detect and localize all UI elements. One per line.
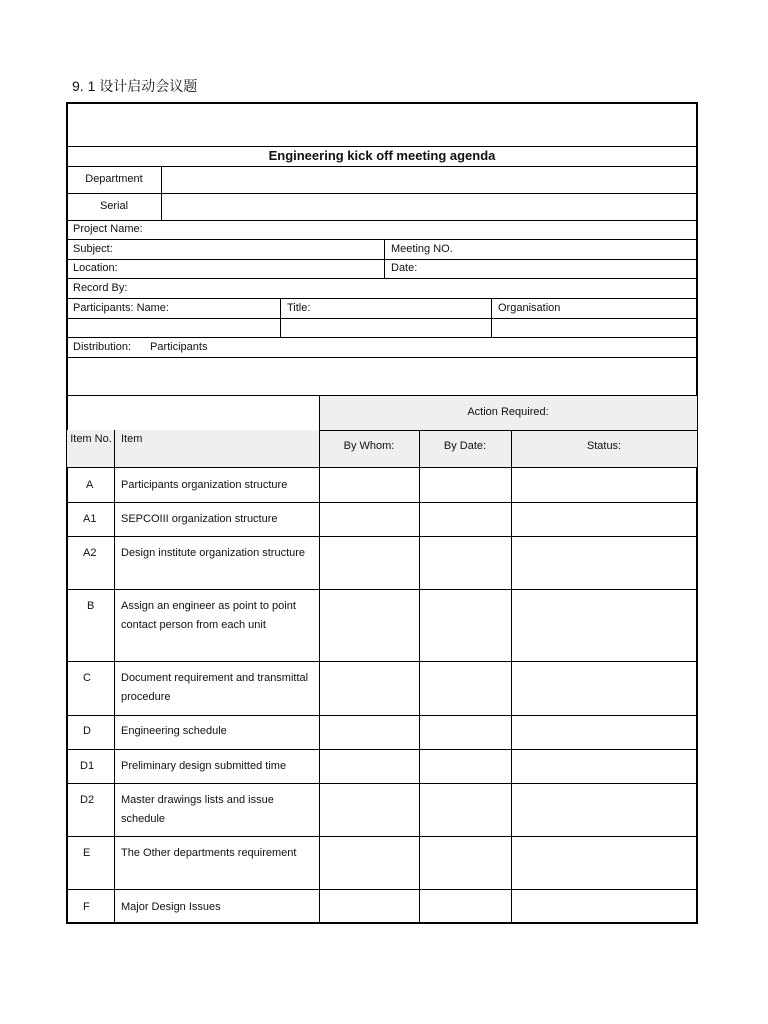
agenda-row-item: Preliminary design submitted time xyxy=(121,760,287,772)
divider xyxy=(67,715,697,716)
divider xyxy=(67,536,697,537)
record-by-label: Record By: xyxy=(73,282,128,294)
agenda-row-no: D xyxy=(83,725,91,737)
agenda-row-item: Assign an engineer as point to point contact person from each unit xyxy=(121,600,296,631)
divider xyxy=(491,298,492,337)
column-header-status: Status: xyxy=(586,440,622,452)
agenda-row-item: Document requirement and transmittal procedure xyxy=(121,672,309,703)
divider xyxy=(67,278,697,279)
agenda-row-no: C xyxy=(83,672,91,684)
divider xyxy=(67,318,697,319)
distribution-value: Participants xyxy=(150,341,208,353)
distribution-label: Distribution: xyxy=(73,341,132,353)
section-heading: 9. 1 设计启动会议题 xyxy=(72,78,198,94)
divider xyxy=(67,749,697,750)
column-header-item: Item xyxy=(121,433,143,445)
divider xyxy=(384,239,385,278)
department-label: Department xyxy=(85,173,143,185)
agenda-row-item: The Other departments requirement xyxy=(121,847,297,859)
project-name-label: Project Name: xyxy=(73,223,143,235)
column-header-by-whom: By Whom: xyxy=(343,440,395,452)
agenda-row-item: Master drawings lists and issue schedule xyxy=(121,794,274,825)
column-header-item-no: Item No. xyxy=(70,433,112,445)
divider xyxy=(67,239,697,240)
divider xyxy=(280,298,281,337)
participants-organisation-label: Organisation xyxy=(498,302,561,314)
divider xyxy=(319,430,697,431)
divider xyxy=(319,395,320,924)
agenda-row-no: A1 xyxy=(83,513,97,525)
divider xyxy=(67,836,697,837)
column-header-by-date: By Date: xyxy=(443,440,487,452)
divider xyxy=(67,395,697,396)
agenda-row-no: D2 xyxy=(80,794,95,806)
agenda-row-no: D1 xyxy=(80,760,95,772)
divider xyxy=(67,889,697,890)
subject-label: Subject: xyxy=(73,243,113,255)
date-label: Date: xyxy=(391,262,418,274)
agenda-row-no: A2 xyxy=(83,547,97,559)
divider xyxy=(67,357,697,358)
agenda-row-no: B xyxy=(87,600,95,612)
divider xyxy=(67,220,697,221)
form-title: Engineering kick off meeting agenda xyxy=(268,148,496,163)
divider xyxy=(114,430,115,924)
divider xyxy=(67,467,697,468)
divider xyxy=(511,430,512,924)
agenda-row-item: SEPCOIII organization structure xyxy=(121,513,278,525)
divider xyxy=(67,661,697,662)
agenda-row-no: A xyxy=(86,479,94,491)
participants-title-label: Title: xyxy=(287,302,311,314)
serial-label: Serial xyxy=(99,200,129,212)
divider xyxy=(161,166,162,220)
action-required-label: Action Required: xyxy=(467,406,549,418)
divider xyxy=(67,589,697,590)
divider xyxy=(67,783,697,784)
agenda-row-item: Design institute organization structure xyxy=(121,547,306,559)
agenda-row-item: Participants organization structure xyxy=(121,479,288,491)
location-label: Location: xyxy=(73,262,118,274)
participants-name-label: Participants: Name: xyxy=(73,302,169,314)
agenda-row-item: Engineering schedule xyxy=(121,725,227,737)
divider xyxy=(67,259,697,260)
agenda-row-no: E xyxy=(83,847,91,859)
agenda-row-no: F xyxy=(83,901,90,913)
divider xyxy=(419,430,420,924)
meeting-no-label: Meeting NO. xyxy=(391,243,453,255)
divider xyxy=(67,502,697,503)
agenda-row-item: Major Design Issues xyxy=(121,901,221,913)
